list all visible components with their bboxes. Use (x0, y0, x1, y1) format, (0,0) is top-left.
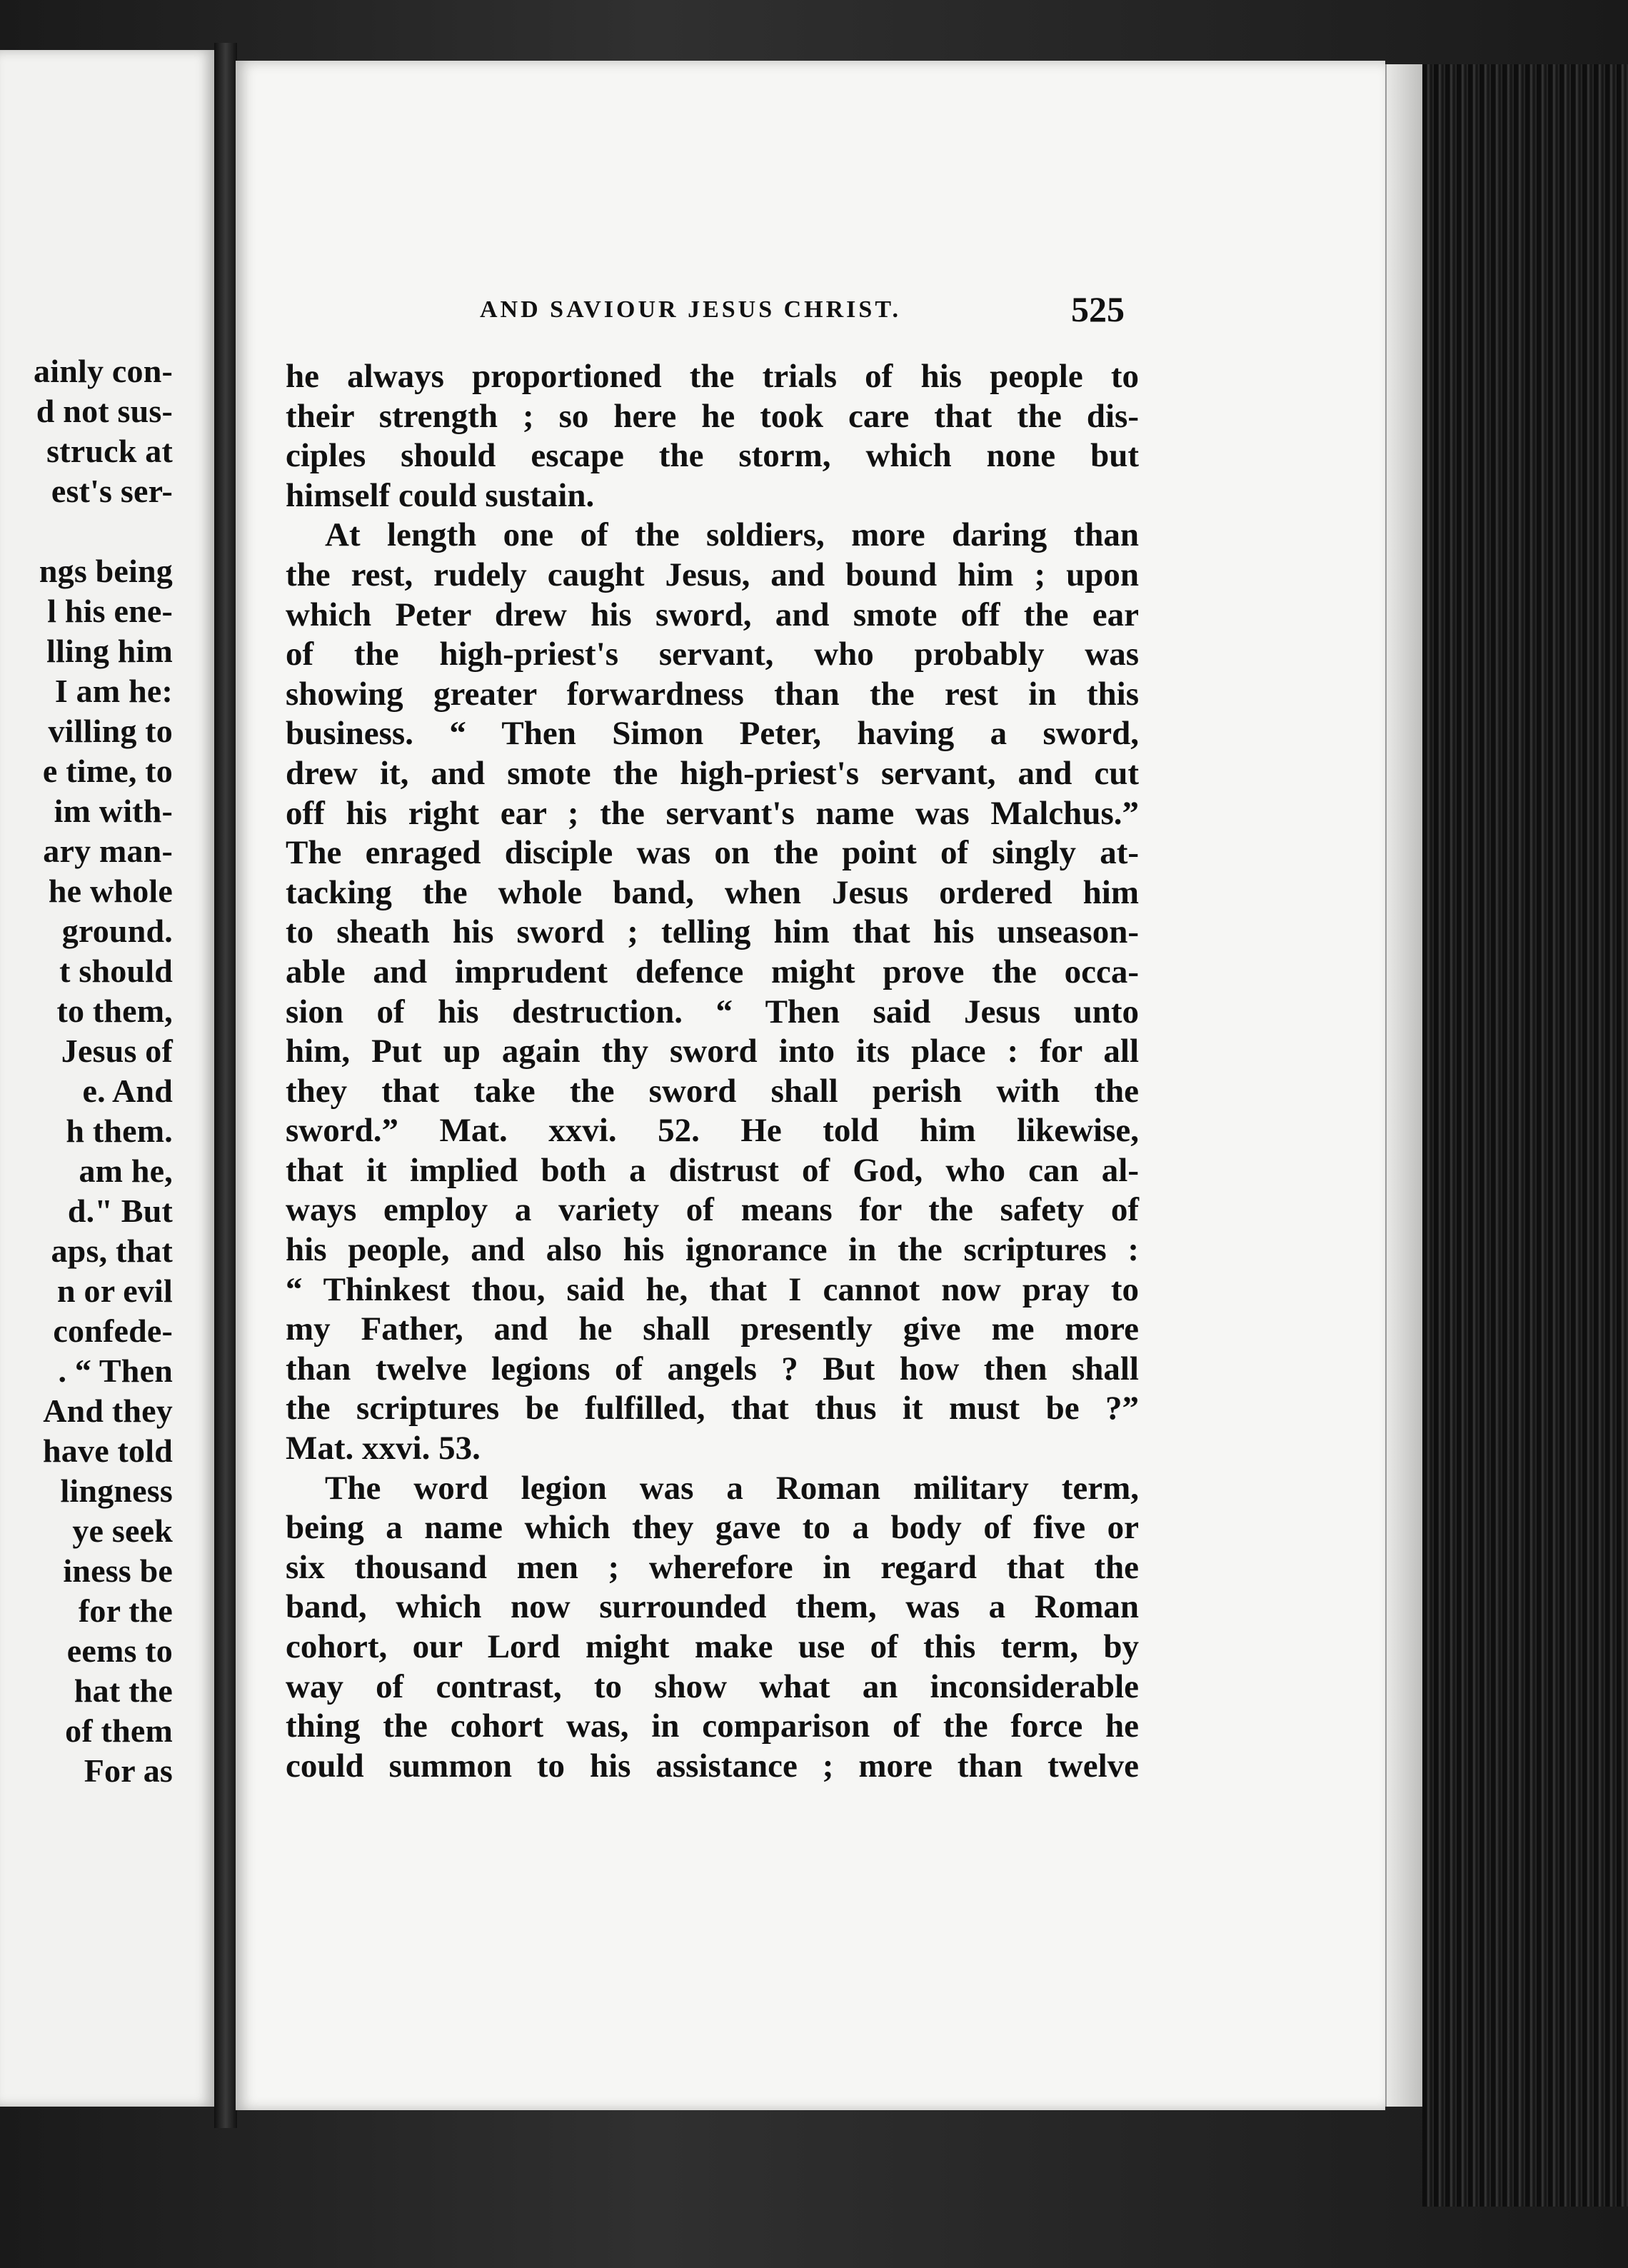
left-page-fragment: ye seek (72, 1512, 173, 1549)
text-line: of the high-priest's servant, who probably was (286, 636, 1139, 673)
text-line: that it implied both a distrust of God, who can al- (286, 1151, 1139, 1189)
left-page-fragment: ary man- (43, 833, 173, 869)
left-page-fragment: Jesus of (61, 1033, 173, 1069)
text-line: ciples should escape the storm, which none but (286, 437, 1139, 475)
left-page-fragment: hat the (74, 1672, 173, 1709)
text-line: sion of his destruction. “ Then said Jesus unto (286, 993, 1139, 1030)
left-page-fragment: I am he: (54, 673, 173, 709)
left-page-fragment: for the (78, 1592, 173, 1629)
text-line: The enraged disciple was on the point of singly at- (286, 834, 1139, 872)
text-line: “ Thinkest thou, said he, that I cannot now pray to (286, 1270, 1139, 1308)
text-line: than twelve legions of angels ? But how then shall (286, 1350, 1139, 1388)
left-page-fragment: he whole (48, 873, 173, 909)
left-page-fragment: im with- (54, 793, 173, 829)
running-title: AND SAVIOUR JESUS CHRIST. (480, 296, 901, 323)
text-line: himself could sustain. (286, 476, 595, 514)
text-line: showing greater forwardness than the rest in this (286, 675, 1139, 713)
text-line: they that take the sword shall perish with the (286, 1072, 1139, 1110)
text-line: way of contrast, to show what an inconsiderable (286, 1667, 1139, 1705)
left-page-fragment: aps, that (51, 1233, 173, 1269)
book-page-edges (1422, 64, 1628, 2207)
text-line: sword.” Mat. xxvi. 52. He told him likewise, (286, 1112, 1139, 1150)
text-line: to sheath his sword ; telling him that his unseason- (286, 913, 1139, 951)
text-line: cohort, our Lord might make use of this term, by (286, 1628, 1139, 1665)
text-line: drew it, and smote the high-priest's servant, and cut (286, 754, 1139, 792)
left-page-fragment: d." But (67, 1193, 173, 1229)
left-page-fragment: villing to (48, 713, 173, 749)
left-page-fragment: For as (84, 1752, 173, 1789)
text-line: At length one of the soldiers, more daring than (325, 516, 1139, 554)
text-line: ways employ a variety of means for the safety of (286, 1191, 1139, 1229)
left-page-fragment: iness be (63, 1552, 173, 1589)
left-page-fragment: e. And (82, 1073, 173, 1109)
left-page-fragment: lingness (60, 1472, 173, 1509)
left-page-fragment: e time, to (42, 753, 173, 789)
body-text (286, 357, 1139, 1786)
text-line: able and imprudent defence might prove the occa- (286, 953, 1139, 990)
text-line: he always proportioned the trials of his people to (286, 358, 1139, 395)
left-page-fragment: have told (43, 1432, 173, 1469)
left-page-fragment: of them (65, 1712, 173, 1749)
left-page (0, 50, 218, 2107)
text-line: band, which now surrounded them, was a Roman (286, 1588, 1139, 1626)
page-edge (1385, 64, 1424, 2107)
text-line: The word legion was a Roman military term, (325, 1469, 1139, 1507)
text-line: the rest, rudely caught Jesus, and bound him ; upon (286, 556, 1139, 593)
text-line: tacking the whole band, when Jesus ordered him (286, 873, 1139, 911)
left-page-fragment: lling him (46, 633, 173, 669)
left-page-fragment: to them, (56, 993, 173, 1029)
left-page-fragment: confede- (53, 1313, 173, 1349)
left-page-fragment: . “ Then (58, 1353, 173, 1389)
left-page-fragment: eems to (66, 1632, 173, 1669)
text-line: off his right ear ; the servant's name was Malchus.” (286, 794, 1139, 832)
left-page-fragment: t should (59, 953, 173, 989)
left-page-fragment: am he, (79, 1153, 173, 1189)
text-line: Mat. xxvi. 53. (286, 1430, 481, 1467)
text-line: my Father, and he shall presently give me more (286, 1310, 1139, 1348)
left-page-fragment: struck at (46, 433, 173, 469)
left-page-fragment: d not sus- (36, 393, 173, 429)
page-number: 525 (1071, 289, 1125, 329)
left-page-fragment: n or evil (57, 1273, 173, 1309)
text-line: the scriptures be fulfilled, that thus it must be ?” (286, 1390, 1139, 1427)
text-line: six thousand men ; wherefore in regard that the (286, 1548, 1139, 1586)
left-page-fragment: l his ene- (47, 593, 173, 629)
left-page-fragment: est's ser- (51, 473, 173, 509)
text-line: him, Put up again thy sword into its place : for all (286, 1033, 1139, 1070)
book-gutter (214, 43, 237, 2128)
text-line: their strength ; so here he took care that the dis- (286, 397, 1139, 435)
text-line: being a name which they gave to a body of five or (286, 1509, 1139, 1547)
left-page-fragment: ngs being (39, 553, 173, 589)
text-line: thing the cohort was, in comparison of the force he (286, 1707, 1139, 1745)
text-line: which Peter drew his sword, and smote off the ear (286, 596, 1139, 633)
text-line: business. “ Then Simon Peter, having a sword, (286, 715, 1139, 753)
left-page-fragment: ground. (61, 913, 173, 949)
text-line: could summon to his assistance ; more than twelve (286, 1747, 1139, 1785)
left-page-fragment: ainly con- (34, 353, 173, 389)
left-page-fragment: And they (43, 1393, 173, 1429)
text-line: his people, and also his ignorance in the scriptures : (286, 1231, 1139, 1269)
left-page-fragment: h them. (66, 1113, 173, 1149)
